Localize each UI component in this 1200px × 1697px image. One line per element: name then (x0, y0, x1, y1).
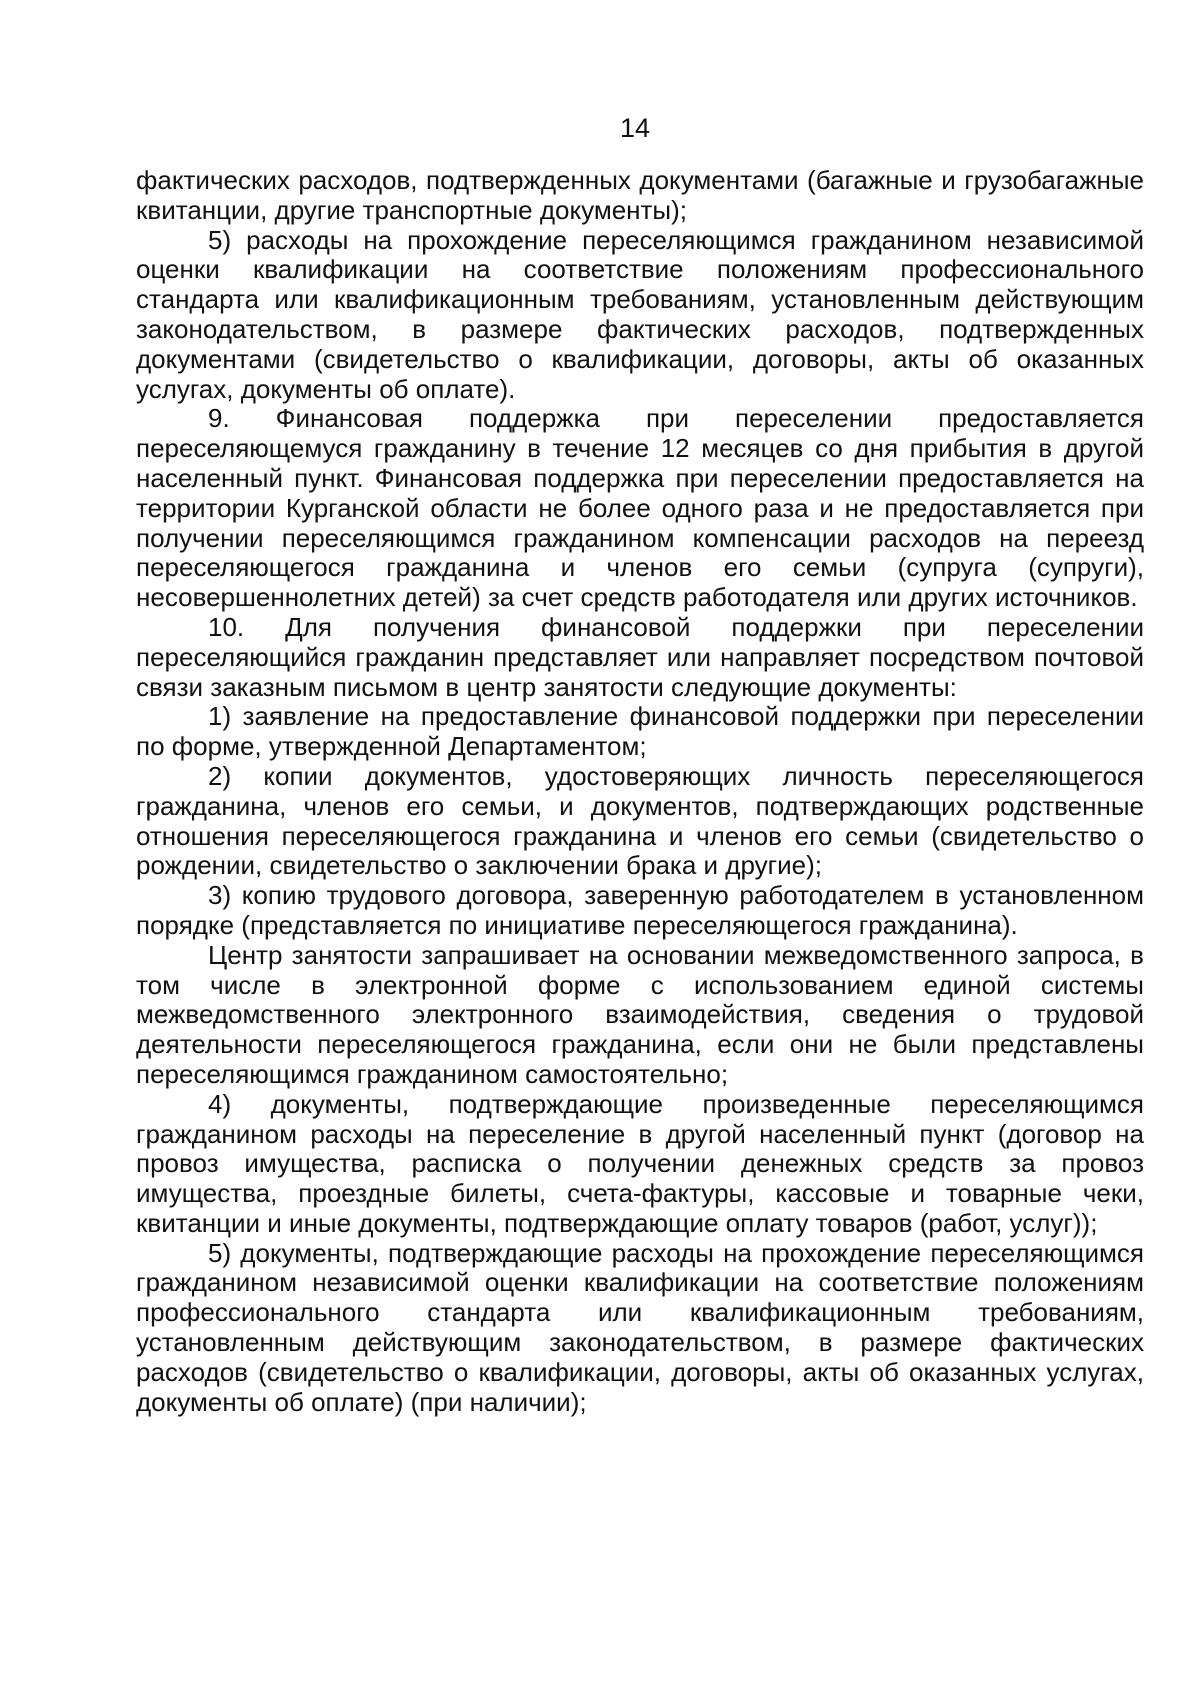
paragraph: 10. Для получения финансовой поддержки при переселении переселяющийся гражданин представляет или направляет посредством почтовой связи заказным письмом в центр занятости следующие документы: (136, 611, 1144, 702)
paragraph: 9. Финансовая поддержка при переселении предоставляется переселяющемуся гражданину в течение 12 месяцев со дня прибытия в другой населенный пункт. Финансовая поддержка при переселении предоставляется на территории Курганской области не более одного раза и не предоставляется при получении переселяющимся гражданином компенсации расходов на переезд переселяющегося гражданина и членов его семьи (супруга (супруги), несовершеннолетних детей) за счет средств работодателя или других источников. (136, 403, 1144, 613)
paragraph: 4) документы, подтверждающие произведенные переселяющимся гражданином расходы на переселение в другой населенный пункт (договор на провоз имущества, расписка о получении денежных средств за провоз имущества, проездные билеты, счета-фактуры, кассовые и товарные чеки, квитанции и иные документы, подтверждающие оплату товаров (работ, услуг)); (136, 1088, 1144, 1238)
document-body (136, 166, 1144, 1417)
paragraph: 2) копии документов, удостоверяющих личность переселяющегося гражданина, членов его семьи, и документов, подтверждающих родственные отношения переселяющегося гражданина и членов его семьи (свидетельство о рождении, свидетельство о заключении брака и другие); (136, 760, 1144, 881)
paragraph: Центр занятости запрашивает на основании межведомственного запроса, в том числе в электронной форме с использованием единой системы межведомственного электронного взаимодействия, сведения о трудовой деятельности переселяющегося гражданина, если они не были представлены переселяющимся гражданином самостоятельно; (136, 939, 1144, 1089)
paragraph: 3) копию трудового договора, заверенную работодателем в установленном порядке (представляется по инициативе переселяющегося гражданина). (136, 880, 1144, 940)
paragraph: фактических расходов, подтвержденных документами (багажные и грузобагажные квитанции, другие транспортные документы); (136, 165, 1144, 225)
paragraph: 5) документы, подтверждающие расходы на прохождение переселяющимся гражданином независимой оценки квалификации на соответствие положениям профессионального стандарта или квалификационным требованиям, установленным действующим законодательством, в размере фактических расходов (свидетельство о квалификации, договоры, акты об оказанных услугах, документы об оплате) (при наличии); (136, 1237, 1144, 1417)
page-number: 14 (619, 113, 651, 143)
paragraph: 5) расходы на прохождение переселяющимся гражданином независимой оценки квалификации на соответствие положениям профессионального стандарта или квалификационным требованиям, установленным действующим законодательством, в размере фактических расходов, подтвержденных документами (свидетельство о квалификации, договоры, акты об оказанных услугах, документы об оплате). (136, 224, 1144, 404)
paragraph: 1) заявление на предоставление финансовой поддержки при переселении по форме, утвержденной Департаментом; (136, 701, 1144, 762)
